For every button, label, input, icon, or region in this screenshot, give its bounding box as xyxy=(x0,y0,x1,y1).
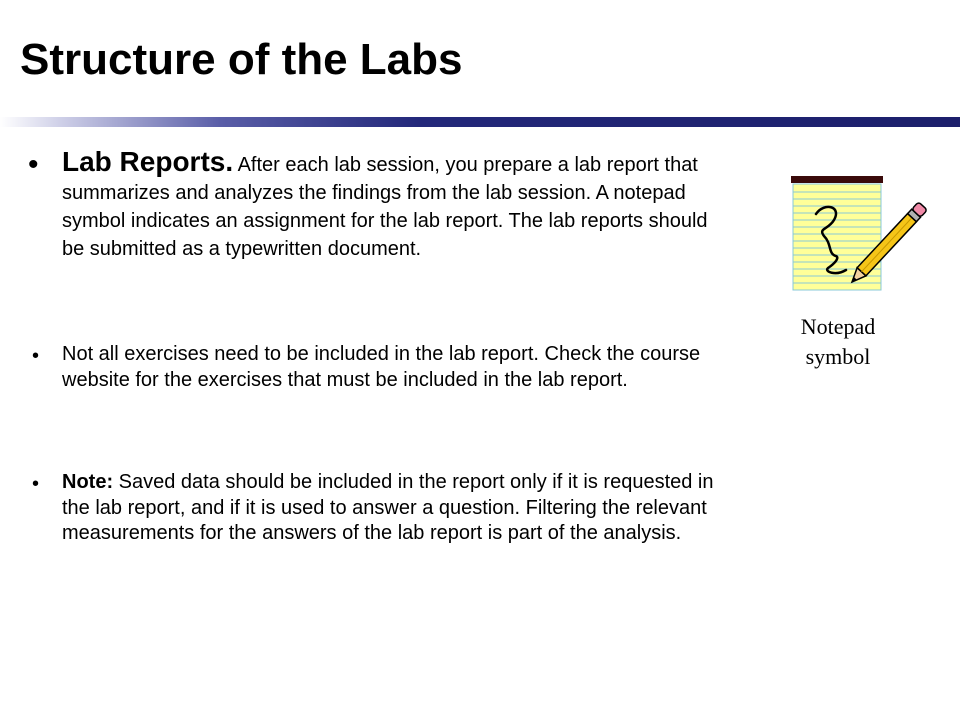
notepad-with-pencil-icon xyxy=(788,172,948,302)
bullet-body: Saved data should be included in the report only if it is requested in the lab report, and if it is used to answer a question. Filtering the relevant measurements for the answers of the lab report is part of the analysis. xyxy=(62,471,714,544)
bullet-text xyxy=(62,470,732,547)
notepad-caption: Notepad symbol xyxy=(800,314,876,369)
bullet-text: Not all exercises need to be included in the lab report. Check the course website for the exercises that must be included in the lab report. xyxy=(62,343,701,391)
title-divider xyxy=(0,117,960,127)
bullet-marker: • xyxy=(32,473,40,495)
slide-title: Structure of the Labs xyxy=(20,35,463,84)
bullet-lead: Lab Reports. xyxy=(62,146,234,177)
bullet-lead: Note: xyxy=(62,471,114,493)
bullet-marker: • xyxy=(28,148,39,181)
bullet-body: After each lab session, you prepare a lab report that summarizes and analyzes the findings from the lab session. A notepad symbol indicates an assignment for the lab report. The lab reports should be submitted as a typewritten document. xyxy=(62,154,708,260)
bullet-text xyxy=(62,148,732,263)
bullet-marker: • xyxy=(32,345,40,367)
